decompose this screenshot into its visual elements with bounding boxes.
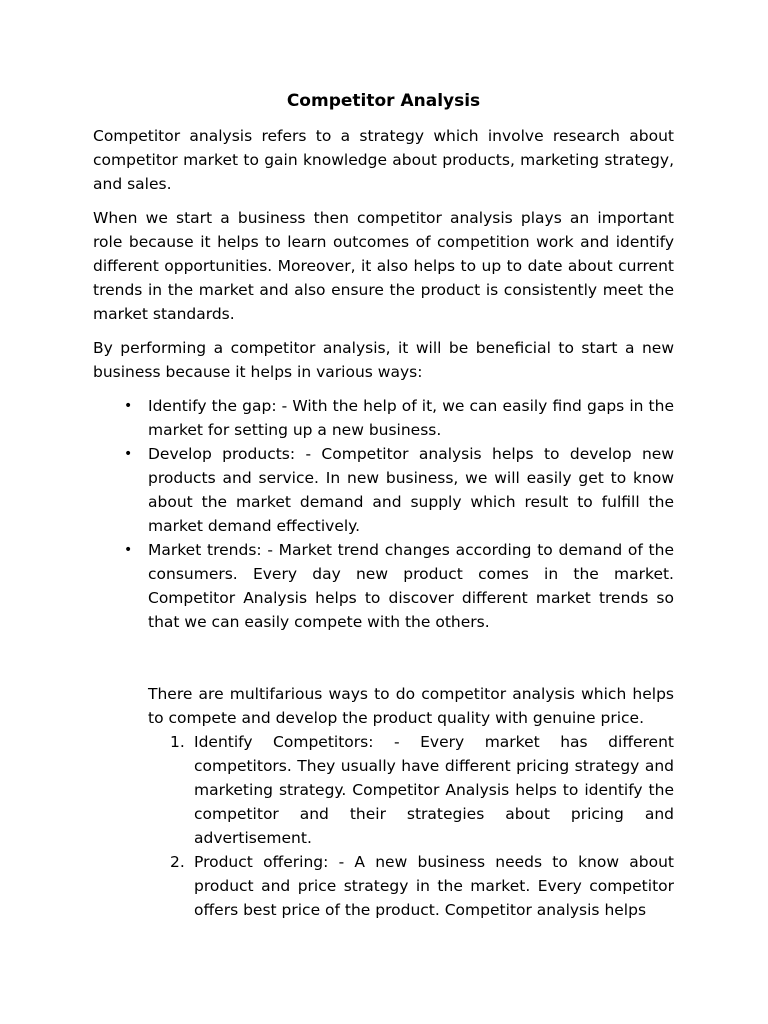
paragraph-ways-intro: There are multifarious ways to do competitor analysis which helps to compete and develop the product quality with genuine price. [148, 685, 674, 727]
document-title: Competitor Analysis [286, 91, 481, 111]
paragraph-importance: When we start a business then competitor analysis plays an important role because it helps to learn outcomes of competition work and identify different opportunities. Moreover, it also helps to up to date about current trends in the market and also ensure the product is consistently meet the market standards. [93, 209, 674, 323]
bullet-item-market-trends [93, 538, 674, 634]
bullet-dot-icon: • [124, 542, 133, 558]
ways-numbered-list [93, 730, 674, 922]
list-number: 2. [170, 853, 185, 871]
numbered-item-identify-competitors [93, 730, 674, 850]
paragraph-benefits-intro: By performing a competitor analysis, it will be beneficial to start a new business because it helps in various ways: [93, 339, 674, 381]
bullet-dot-icon: • [124, 398, 133, 414]
bullet-item-text: Market trends: - Market trend changes according to demand of the consumers. Every day new product comes in the market. Competitor Analysis helps to discover different market trends so that we can easily compete with the others. [148, 541, 674, 631]
benefits-bullet-list [93, 394, 674, 634]
list-number: 1. [170, 733, 185, 751]
paragraph-definition: Competitor analysis refers to a strategy which involve research about competitor market to gain knowledge about products, marketing strategy, and sales. [93, 127, 674, 193]
bullet-item-text: Develop products: - Competitor analysis helps to develop new products and service. In new business, we will easily get to know about the market demand and supply which result to fulfill the market demand effectively. [148, 445, 674, 535]
blank-line [93, 634, 674, 682]
numbered-item-text: Product offering: - A new business needs to know about product and price strategy in the market. Every competitor offers best price of the product. Competitor analysis helps [194, 853, 674, 919]
bullet-item-develop-products [93, 442, 674, 538]
bullet-dot-icon: • [124, 446, 133, 462]
bullet-item-text: Identify the gap: - With the help of it, we can easily find gaps in the market for setting up a new business. [148, 397, 674, 439]
numbered-item-product-offering [93, 850, 674, 922]
document-body [93, 88, 674, 922]
numbered-item-text: Identify Competitors: - Every market has different competitors. They usually have different pricing strategy and marketing strategy. Competitor Analysis helps to identify the competitor and their strategies about pricing and advertisement. [194, 733, 674, 847]
bullet-item-identify-gap [93, 394, 674, 442]
